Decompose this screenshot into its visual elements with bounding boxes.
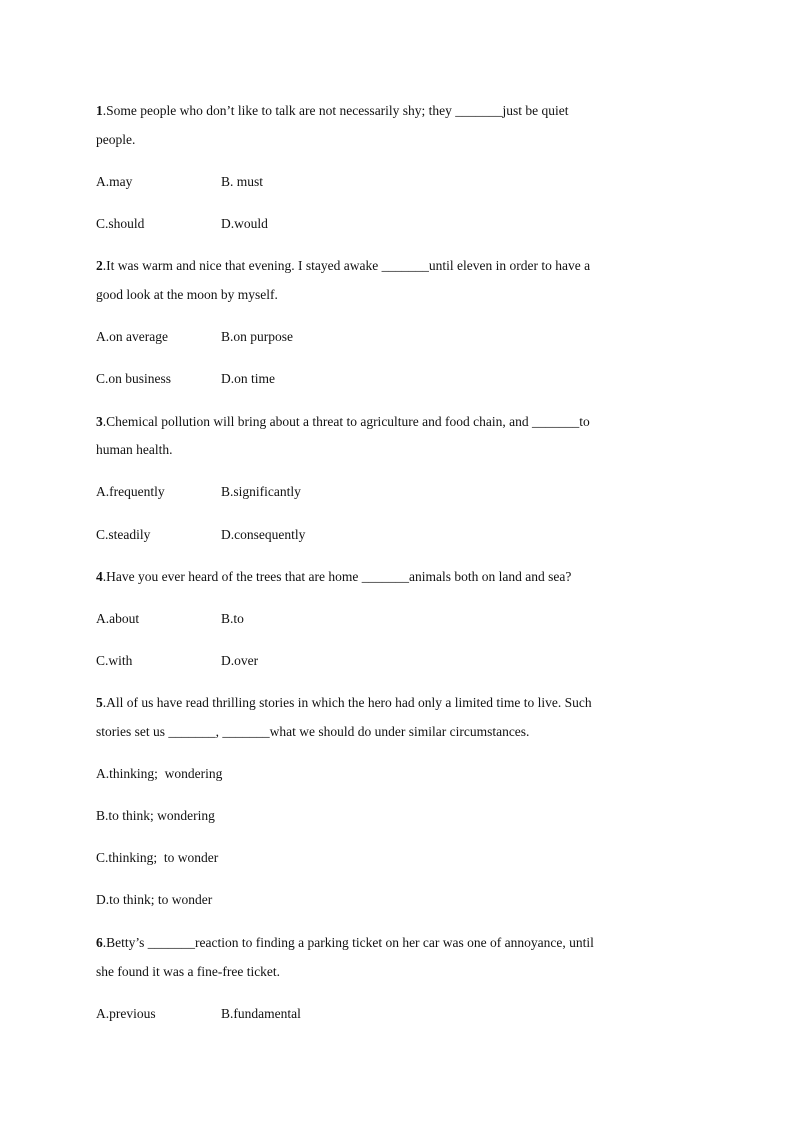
question-3-line-1 [96, 413, 590, 431]
question-number: 6 [96, 935, 103, 950]
option-b: B.to [221, 611, 244, 626]
question-number: 1 [96, 103, 103, 118]
question-text: .Some people who don’t like to talk are not necessarily shy; they _______just be quiet [102, 103, 569, 118]
question-text: .Betty’s _______reaction to finding a parking ticket on her car was one of annoyance, until [102, 935, 594, 950]
option-d: D.on time [221, 371, 275, 386]
question-2-line-2: good look at the moon by myself. [96, 287, 278, 302]
option-row [96, 526, 306, 544]
question-6-line-2: she found it was a fine-free ticket. [96, 964, 281, 979]
option-row [96, 370, 275, 388]
option-row [96, 483, 301, 501]
option-c: C.steadily [96, 527, 151, 542]
option-b: B.fundamental [221, 1006, 301, 1021]
option-row [96, 610, 244, 628]
option-row [96, 173, 264, 191]
option-a: A.may [96, 174, 133, 189]
question-number: 4 [96, 569, 103, 584]
question-2-line-1 [96, 257, 590, 275]
question-text: .It was warm and nice that evening. I stayed awake _______until eleven in order to have a [102, 258, 591, 273]
option-c: C.thinking; to wonder [96, 850, 219, 865]
question-1-line-1 [96, 102, 569, 120]
option-d: D.consequently [221, 527, 306, 542]
option-d: D.would [221, 216, 268, 231]
option-d: D.to think; to wonder [96, 892, 213, 907]
question-5-line-1 [96, 694, 592, 712]
option-c: C.on business [96, 371, 172, 386]
question-text: .Chemical pollution will bring about a threat to agriculture and food chain, and _______to [102, 414, 590, 429]
option-a: A.frequently [96, 484, 165, 499]
option-c: C.with [96, 653, 133, 668]
question-3-line-2: human health. [96, 442, 173, 457]
option-a: A.thinking; wondering [96, 766, 223, 781]
option-row [96, 215, 268, 233]
option-c: C.should [96, 216, 145, 231]
option-d: D.over [221, 653, 259, 668]
option-b: B.significantly [221, 484, 301, 499]
option-a: A.about [96, 611, 140, 626]
question-text: .Have you ever heard of the trees that are home _______animals both on land and sea? [102, 569, 572, 584]
option-row [96, 1005, 301, 1023]
option-row [96, 328, 293, 346]
question-4-line-1 [96, 568, 571, 586]
question-1-line-2: people. [96, 132, 136, 147]
question-number: 5 [96, 695, 103, 710]
option-a: A.previous [96, 1006, 156, 1021]
option-b: B.on purpose [221, 329, 293, 344]
question-text: .All of us have read thrilling stories in which the hero had only a limited time to live. Such [102, 695, 592, 710]
option-b: B. must [221, 174, 264, 189]
question-number: 2 [96, 258, 103, 273]
option-row [96, 652, 259, 670]
option-a: A.on average [96, 329, 168, 344]
question-6-line-1 [96, 934, 594, 952]
option-b: B.to think; wondering [96, 808, 215, 823]
question-number: 3 [96, 414, 103, 429]
question-5-line-2: stories set us _______, _______what we should do under similar circumstances. [96, 724, 530, 739]
